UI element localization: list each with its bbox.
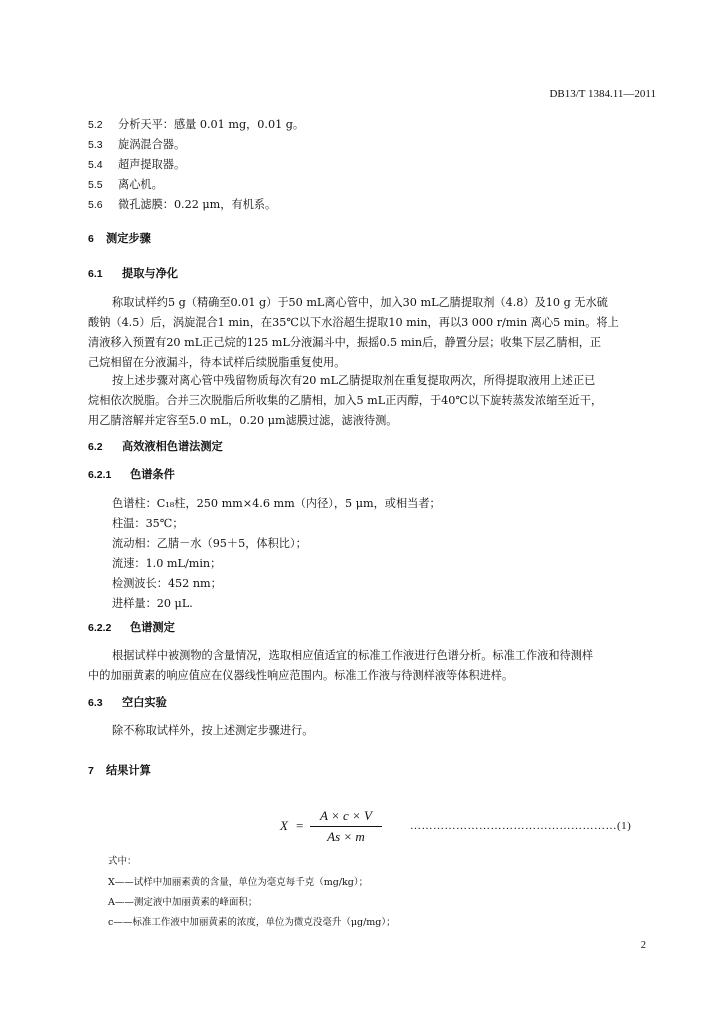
- document-header-code: DB13/T 1384.11—2011: [549, 88, 656, 100]
- list-item: 5.5 离心机。: [88, 178, 163, 191]
- paragraph-repeat-extraction: 按上述步骤对离心管中残留物质每次有20 mL乙腈提取剂在重复提取两次，所得提取液用上述正已 烷相依次脱脂。合并三次脱脂后所收集的乙腈相，加入5 mL正丙醇，于40℃以下旋转蒸发浓缩至近干， 用乙腈溶解并定容至5.0 mL，0.20 μm滤膜过滤，滤液待测。: [88, 374, 603, 427]
- paragraph-extraction: 称取试样约5 g（精确至0.01 g）于50 mL离心管中，加入30 mL乙腈提取剂（4.8）及10 g 无水硫 酸钠（4.5）后，涡旋混合1 min，在35℃以下水浴超生提取10 min，再以3 000 r/min 离心5 min。将上 清液移入预置有20 mL正己烷的125 mL分液漏斗中，振摇0.5 min后，静置分层；收集下层乙腈相，正 己烷相留在分液漏斗，待本试样后续脱脂重复使用。: [88, 296, 619, 369]
- condition-item: 流速：1.0 mL/min；: [112, 557, 222, 570]
- section-6-3-heading: 6.3 空白实验: [88, 696, 167, 709]
- list-item: 5.6 微孔滤膜：0.22 μm，有机系。: [88, 198, 277, 211]
- list-item: 5.4 超声提取器。: [88, 158, 186, 171]
- definition-item: c——标准工作液中加丽黄素的浓度，单位为微克没毫升（μg/mg）；: [108, 917, 396, 928]
- formula-fraction: [310, 808, 382, 845]
- paragraph-chromatography: 根据试样中被测物的含量情况，选取相应值适宜的标准工作液进行色谱分析。标准工作液和待测样 中的加丽黄素的响应值应在仪器线性响应范围内。标准工作液与待测样液等体积进样。: [88, 649, 594, 682]
- formula-denominator: As × m: [327, 829, 365, 844]
- section-6-2-2-heading: 6.2.2 色谱测定: [88, 621, 175, 634]
- formula-numerator: A × c × V: [320, 808, 372, 823]
- condition-item: 色谱柱：C₁₈柱，250 mm×4.6 mm（内径），5 μm，或相当者；: [112, 497, 441, 510]
- section-7-heading: 7 结果计算: [88, 764, 151, 777]
- condition-item: 检测波长：452 nm；: [112, 577, 222, 590]
- list-item: 5.2 分析天平：感量 0.01 mg，0.01 g。: [88, 118, 305, 131]
- section-6-1-heading: 6.1 提取与净化: [88, 267, 178, 280]
- formula-lhs: X: [280, 818, 288, 833]
- list-item: 5.3 旋涡混合器。: [88, 138, 186, 151]
- equipment-list: [88, 115, 656, 215]
- formula-number: ………………………………………………(1): [410, 820, 632, 832]
- chromatography-conditions: [88, 494, 680, 614]
- section-6-2-1-heading: 6.2.1 色谱条件: [88, 468, 175, 481]
- where-label: 式中：: [108, 856, 137, 867]
- page-number: 2: [640, 940, 646, 951]
- section-6-2-heading: 6.2 高效液相色谱法测定: [88, 440, 223, 453]
- condition-item: 流动相：乙腈－水（95＋5，体积比）；: [112, 537, 307, 550]
- section-6-heading: 6 测定步骤: [88, 232, 151, 245]
- definition-item: X——试样中加丽素黄的含量，单位为毫克每千克（mg/kg）；: [108, 877, 369, 888]
- formula-equals: =: [296, 818, 304, 833]
- fraction-bar: [310, 826, 382, 827]
- paragraph-blank: 除不称取试样外，按上述测定步骤进行。: [112, 724, 314, 737]
- condition-item: 柱温：35℃；: [112, 517, 184, 530]
- condition-item: 进样量：20 μL.: [112, 597, 193, 610]
- definition-item: A——测定液中加丽黄素的峰面积；: [108, 897, 258, 908]
